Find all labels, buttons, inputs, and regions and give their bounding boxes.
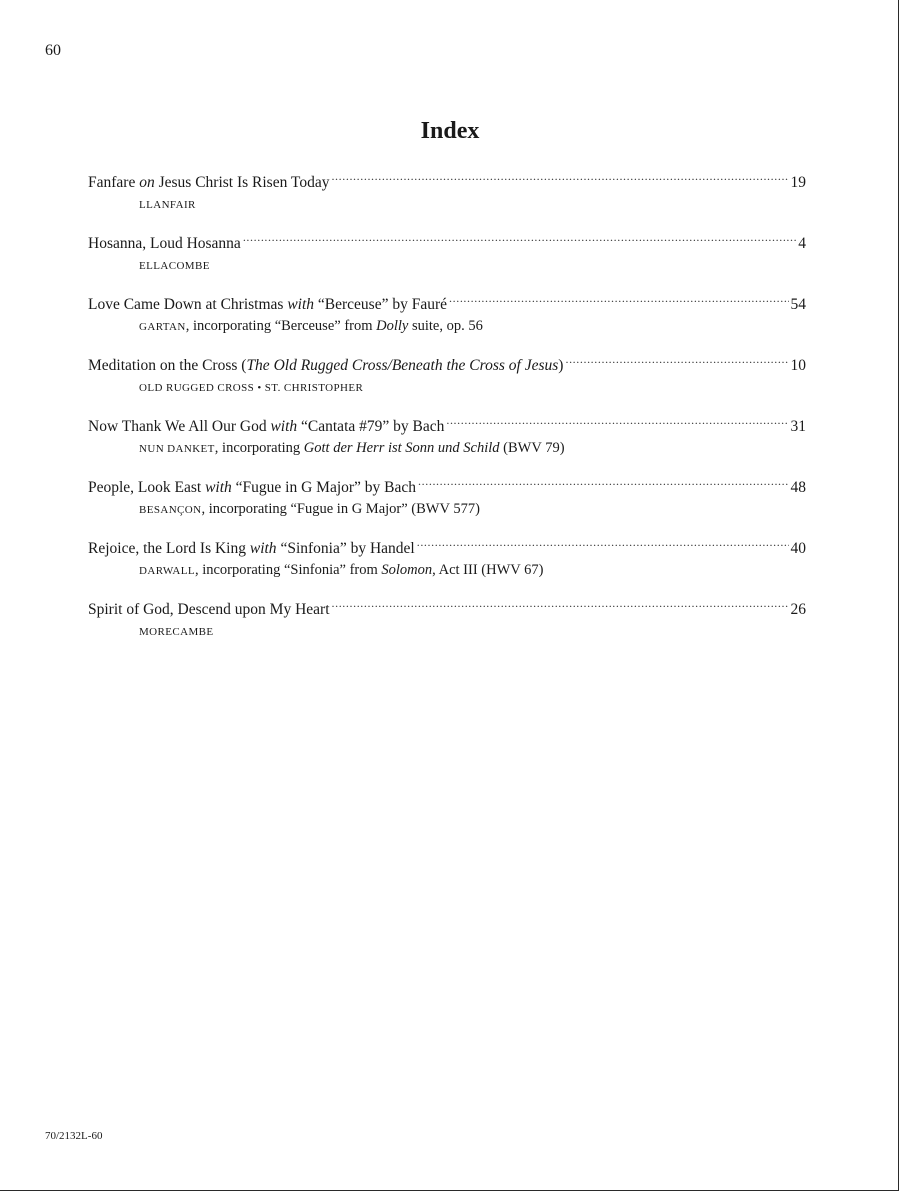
- entry-title: People, Look East with “Fugue in G Major” by Bach: [88, 479, 417, 496]
- index-entry: [88, 294, 806, 355]
- entry-title: Rejoice, the Lord Is King with “Sinfonia” by Handel: [88, 540, 415, 557]
- entry-title: Spirit of God, Descend upon My Heart: [88, 601, 330, 618]
- entry-page-number: 40: [790, 540, 806, 557]
- entry-tune-line: [139, 255, 806, 276]
- dot-leader: [449, 295, 788, 309]
- index-entry-line: [88, 599, 806, 621]
- entry-page-number: 26: [790, 601, 806, 618]
- entry-tune-line: BESANÇON, incorporating “Fugue in G Major” (BWV 577): [139, 501, 480, 517]
- index-entry-line: [88, 233, 806, 255]
- entry-tune-line: [139, 621, 806, 642]
- index-entry: [88, 172, 806, 233]
- index-list: [88, 172, 806, 660]
- entry-title: Love Came Down at Christmas with “Berceuse” by Fauré: [88, 296, 448, 313]
- tune-name: MORECAMBE: [139, 626, 214, 638]
- dot-leader: [446, 417, 788, 431]
- entry-title: Now Thank We All Our God with “Cantata #79” by Bach: [88, 418, 445, 435]
- entry-page-number: 19: [790, 174, 806, 191]
- entry-page-number: 31: [790, 418, 806, 435]
- index-entry-line: [88, 355, 806, 377]
- index-entry: [88, 477, 806, 538]
- entry-page-number: 4: [798, 235, 806, 252]
- entry-tune-line: GARTAN, incorporating “Berceuse” from Dolly suite, op. 56: [139, 318, 483, 334]
- footer-catalog-code: 70/2132L-60: [45, 1130, 103, 1142]
- index-entry-line: [88, 416, 806, 438]
- entry-tune-line: [139, 194, 806, 215]
- index-entry: [88, 416, 806, 477]
- tune-name: GARTAN: [139, 321, 186, 333]
- entry-page-number: 54: [790, 296, 806, 313]
- entry-title: Fanfare on Jesus Christ Is Risen Today: [88, 174, 330, 191]
- dot-leader: [331, 173, 788, 187]
- entry-page-number: 10: [790, 357, 806, 374]
- page-number: 60: [45, 42, 61, 59]
- index-entry: [88, 355, 806, 416]
- dot-leader: [243, 234, 796, 248]
- dot-leader: [417, 539, 789, 553]
- index-entry-line: [88, 538, 806, 560]
- tune-name: LLANFAIR: [139, 199, 196, 211]
- index-entry-line: [88, 294, 806, 316]
- tune-name: ELLACOMBE: [139, 260, 210, 272]
- dot-leader: [418, 478, 788, 492]
- entry-title: Meditation on the Cross (The Old Rugged Cross/Beneath the Cross of Jesus): [88, 357, 564, 374]
- tune-name: DARWALL: [139, 565, 195, 577]
- dot-leader: [332, 600, 789, 614]
- entry-page-number: 48: [790, 479, 806, 496]
- entry-tune-line: NUN DANKET, incorporating Gott der Herr ist Sonn und Schild (BWV 79): [139, 440, 565, 456]
- tune-name: NUN DANKET: [139, 443, 215, 455]
- entry-title: Hosanna, Loud Hosanna: [88, 235, 241, 252]
- page-title: Index: [420, 118, 480, 144]
- dot-leader: [565, 356, 788, 370]
- index-entry: [88, 233, 806, 294]
- tune-name: BESANÇON: [139, 504, 202, 516]
- entry-tune-line: DARWALL, incorporating “Sinfonia” from Solomon, Act III (HWV 67): [139, 562, 544, 578]
- index-entry-line: [88, 477, 806, 499]
- index-entry: [88, 599, 806, 660]
- index-entry: [88, 538, 806, 599]
- tune-name: OLD RUGGED CROSS • ST. CHRISTOPHER: [139, 382, 364, 394]
- entry-tune-line: [139, 377, 806, 398]
- index-entry-line: [88, 172, 806, 194]
